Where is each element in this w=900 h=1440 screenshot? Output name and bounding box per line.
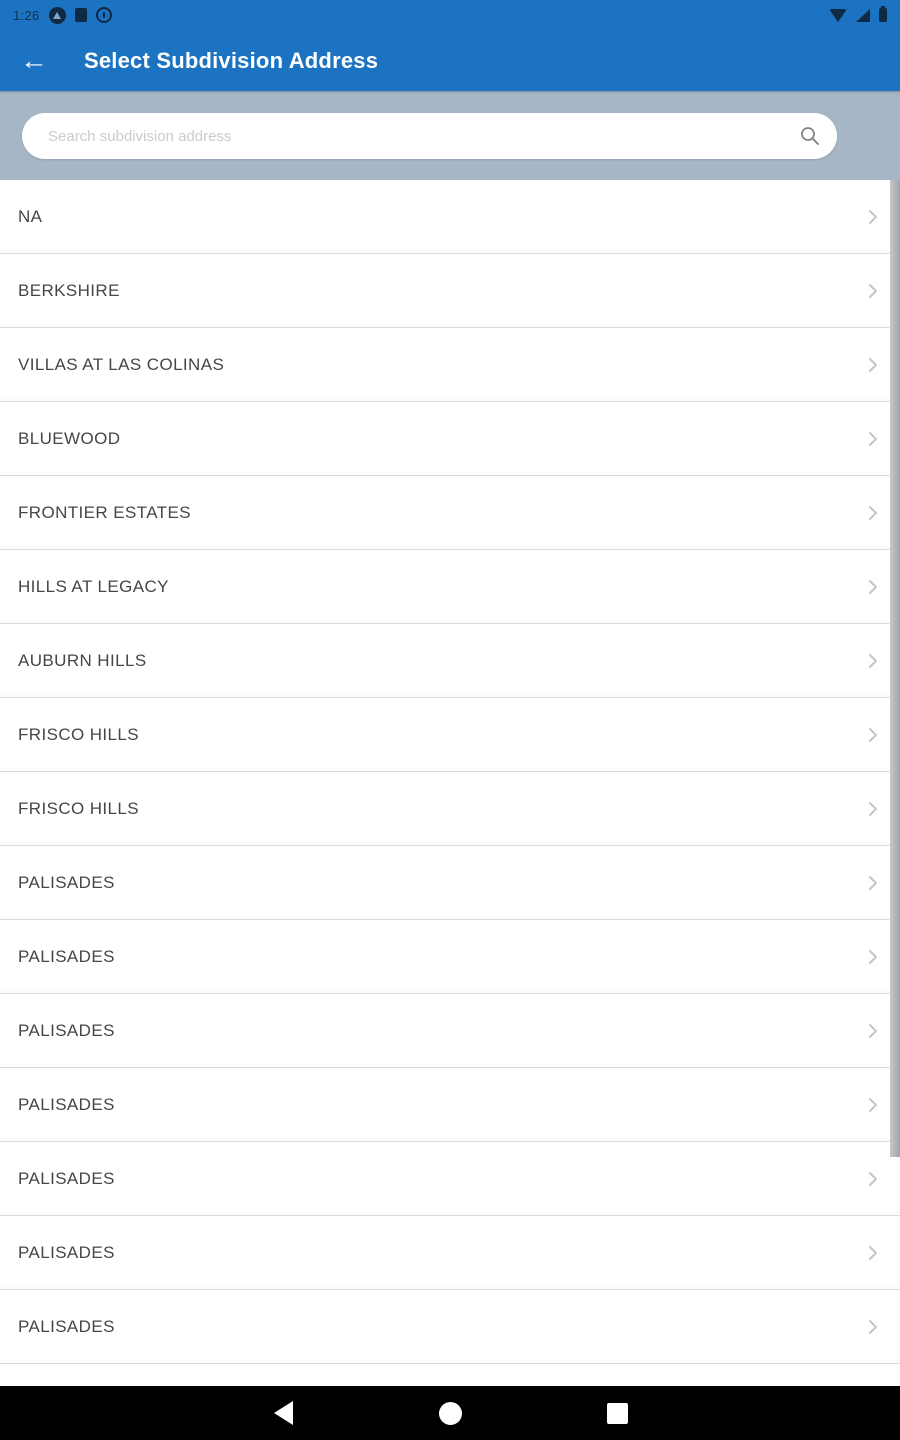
nav-recents-button[interactable]	[593, 1389, 641, 1437]
nav-back-icon	[274, 1401, 293, 1425]
chevron-right-icon	[868, 357, 878, 373]
list-item[interactable]	[0, 920, 900, 994]
chevron-right-icon	[868, 431, 878, 447]
subdivision-list	[0, 180, 900, 1386]
chevron-right-icon	[868, 1171, 878, 1187]
list-item-label: PALISADES	[18, 872, 115, 892]
search-band	[0, 91, 900, 180]
list-item-label: BERKSHIRE	[18, 280, 120, 300]
status-time: 1:26	[13, 7, 40, 23]
back-arrow-icon: ←	[20, 46, 48, 74]
list-item-label: NA	[18, 206, 43, 226]
search-input[interactable]	[22, 113, 837, 159]
android-nav-bar	[0, 1386, 900, 1440]
status-bar-right	[829, 8, 887, 22]
list-item[interactable]	[0, 550, 900, 624]
search-pill	[22, 113, 837, 159]
list-item-label: PALISADES	[18, 946, 115, 966]
battery-icon	[879, 8, 887, 22]
chevron-right-icon	[868, 801, 878, 817]
status-bar	[0, 0, 900, 30]
list-item-label: PALISADES	[18, 1316, 115, 1336]
list-item-label: PALISADES	[18, 1020, 115, 1040]
list-item-label: BLUEWOOD	[18, 428, 121, 448]
list-item[interactable]	[0, 1142, 900, 1216]
list-item-label: FRISCO HILLS	[18, 798, 139, 818]
list-item[interactable]	[0, 846, 900, 920]
search-icon	[798, 124, 822, 148]
list-item-label: FRISCO HILLS	[18, 724, 139, 744]
list-item[interactable]	[0, 994, 900, 1068]
chevron-right-icon	[868, 209, 878, 225]
list-item[interactable]	[0, 328, 900, 402]
list-item[interactable]	[0, 772, 900, 846]
list-item[interactable]	[0, 1216, 900, 1290]
back-button[interactable]	[10, 37, 58, 85]
list-item[interactable]	[0, 180, 900, 254]
chevron-right-icon	[868, 1245, 878, 1261]
status-bar-left	[13, 7, 112, 24]
scrollbar-thumb[interactable]	[890, 180, 900, 1157]
list-item[interactable]	[0, 1068, 900, 1142]
chevron-right-icon	[868, 1097, 878, 1113]
list-item[interactable]	[0, 698, 900, 772]
list-item[interactable]	[0, 624, 900, 698]
nav-home-button[interactable]	[426, 1389, 474, 1437]
list-item-label: PALISADES	[18, 1242, 115, 1262]
chevron-right-icon	[868, 949, 878, 965]
chevron-right-icon	[868, 579, 878, 595]
list-item[interactable]	[0, 402, 900, 476]
list-item-label: AUBURN HILLS	[18, 650, 147, 670]
nav-home-icon	[439, 1402, 462, 1425]
chevron-right-icon	[868, 875, 878, 891]
chevron-right-icon	[868, 653, 878, 669]
list-item-label: PALISADES	[18, 1094, 115, 1114]
chevron-right-icon	[868, 727, 878, 743]
wifi-icon	[829, 9, 847, 22]
list-item-label: HILLS AT LEGACY	[18, 576, 169, 596]
chevron-right-icon	[868, 1319, 878, 1335]
notification-avatar-icon	[49, 7, 66, 24]
cell-signal-icon	[856, 9, 870, 22]
page-title: Select Subdivision Address	[84, 47, 379, 73]
list-item[interactable]	[0, 1290, 900, 1364]
list-item[interactable]	[0, 476, 900, 550]
chevron-right-icon	[868, 283, 878, 299]
notification-app-icon	[75, 8, 87, 22]
list-item-label: FRONTIER ESTATES	[18, 502, 191, 522]
list-item[interactable]	[0, 254, 900, 328]
nav-back-button[interactable]	[259, 1389, 307, 1437]
list-item-label: PALISADES	[18, 1168, 115, 1188]
chevron-right-icon	[868, 505, 878, 521]
chevron-right-icon	[868, 1023, 878, 1039]
nav-recents-icon	[607, 1403, 628, 1424]
notification-ring-icon	[96, 7, 112, 23]
list-item-label: VILLAS AT LAS COLINAS	[18, 354, 225, 374]
app-bar	[0, 30, 900, 91]
